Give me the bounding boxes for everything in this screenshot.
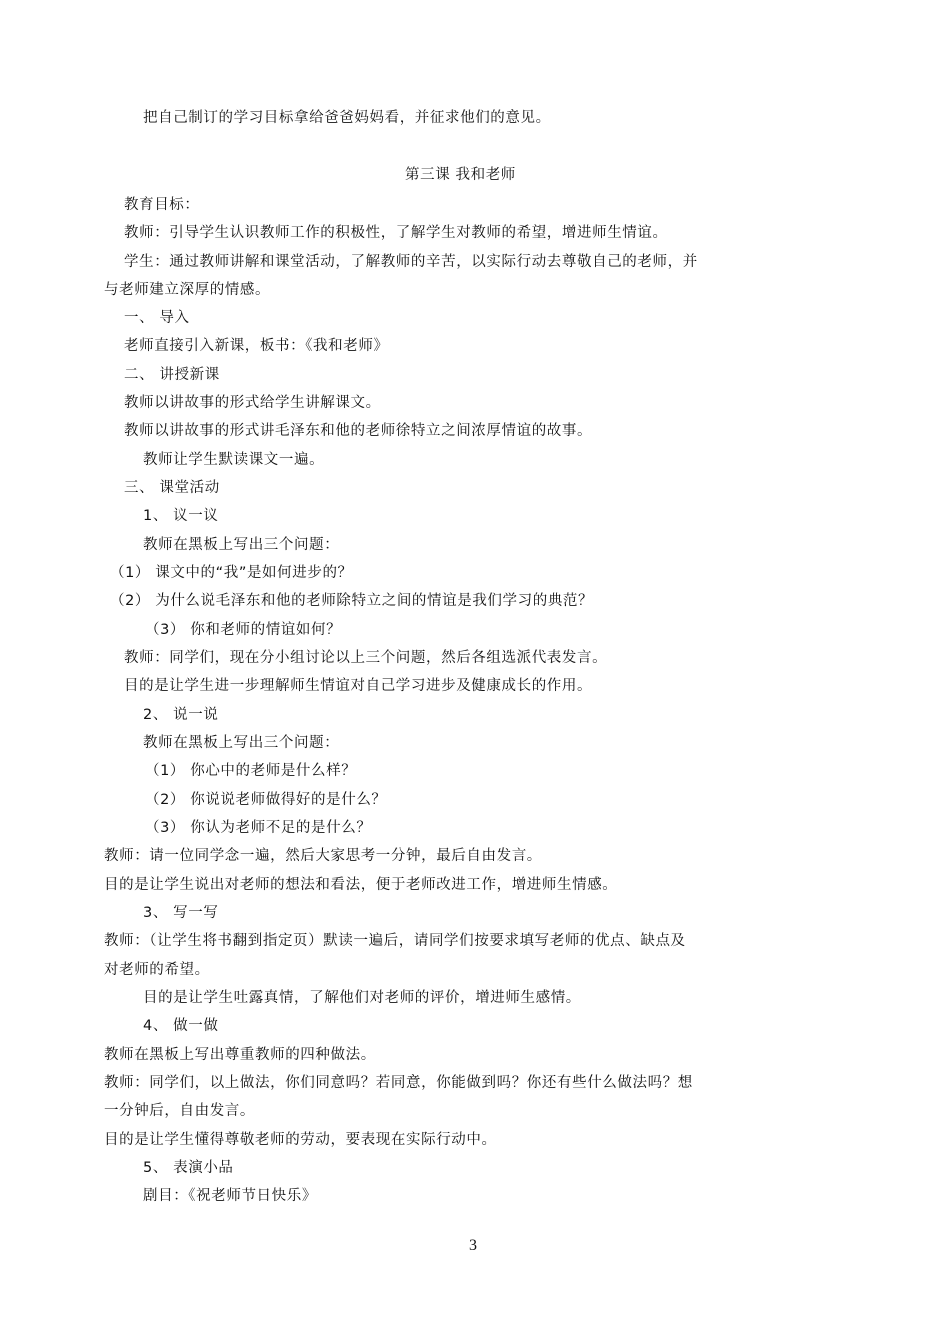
activity-3-teacher-line2: 对老师的希望。 (104, 962, 210, 978)
activity-3-heading: 3、 写一写 (143, 905, 219, 921)
goal-student-line1: 学生：通过教师讲解和课堂活动，了解教师的辛苦，以实际行动去尊敬自己的老师，并 (124, 254, 698, 270)
lesson-title: 第三课 我和老师 (405, 167, 516, 183)
goals-heading: 教育目标： (124, 197, 200, 213)
section-1-heading: 一、 导入 (124, 310, 190, 326)
activity-5-text: 剧目：《祝老师节日快乐》 (143, 1188, 317, 1204)
goal-student-line2: 与老师建立深厚的情感。 (104, 282, 271, 298)
activity-1-question-3: （3） 你和老师的情谊如何？ (145, 622, 342, 638)
section-2-text-3: 教师让学生默读课文一遍。 (143, 452, 325, 468)
intro-text: 把自己制订的学习目标拿给爸爸妈妈看，并征求他们的意见。 (143, 110, 551, 126)
activity-2-teacher: 教师：请一位同学念一遍，然后大家思考一分钟，最后自由发言。 (104, 848, 542, 864)
activity-2-goal: 目的是让学生说出对老师的想法和看法，便于老师改进工作，增进师生情感。 (104, 877, 618, 893)
section-2-text-2: 教师以讲故事的形式讲毛泽东和他的老师徐特立之间浓厚情谊的故事。 (124, 423, 593, 439)
activity-1-teacher: 教师：同学们，现在分小组讨论以上三个问题，然后各组选派代表发言。 (124, 650, 608, 666)
activity-2-question-3: （3） 你认为老师不足的是什么？ (145, 820, 372, 836)
activity-3-teacher-line1: 教师：（让学生将书翻到指定页）默读一遍后，请同学们按要求填写老师的优点、缺点及 (104, 933, 686, 949)
activity-1-heading: 1、 议一议 (143, 508, 219, 524)
section-3-heading: 三、 课堂活动 (124, 480, 220, 496)
activity-2-intro: 教师在黑板上写出三个问题： (143, 735, 340, 751)
activity-4-goal: 目的是让学生懂得尊敬老师的劳动，要表现在实际行动中。 (104, 1132, 497, 1148)
activity-1-question-1: （1） 课文中的“我”是如何进步的？ (110, 565, 353, 581)
section-1-text: 老师直接引入新课，板书：《我和老师》 (124, 338, 389, 354)
activity-1-intro: 教师在黑板上写出三个问题： (143, 537, 340, 553)
section-2-heading: 二、 讲授新课 (124, 367, 220, 383)
activity-4-teacher-line2: 一分钟后，自由发言。 (104, 1103, 255, 1119)
goal-teacher: 教师：引导学生认识教师工作的积极性，了解学生对教师的希望，增进师生情谊。 (124, 225, 668, 241)
activity-4-text: 教师在黑板上写出尊重教师的四种做法。 (104, 1047, 376, 1063)
activity-1-goal: 目的是让学生进一步理解师生情谊对自己学习进步及健康成长的作用。 (124, 678, 593, 694)
activity-1-question-2: （2） 为什么说毛泽东和他的老师除特立之间的情谊是我们学习的典范？ (110, 593, 594, 609)
activity-4-teacher-line1: 教师：同学们，以上做法，你们同意吗？若同意，你能做到吗？你还有些什么做法吗？想 (104, 1075, 693, 1091)
activity-2-question-1: （1） 你心中的老师是什么样？ (145, 763, 357, 779)
activity-5-heading: 5、 表演小品 (143, 1160, 234, 1176)
activity-2-question-2: （2） 你说说老师做得好的是什么？ (145, 792, 387, 808)
page-number: 3 (469, 1237, 477, 1254)
section-2-text-1: 教师以讲故事的形式给学生讲解课文。 (124, 395, 381, 411)
activity-3-goal: 目的是让学生吐露真情，了解他们对老师的评价，增进师生感情。 (143, 990, 581, 1006)
activity-4-heading: 4、 做一做 (143, 1018, 219, 1034)
activity-2-heading: 2、 说一说 (143, 707, 219, 723)
